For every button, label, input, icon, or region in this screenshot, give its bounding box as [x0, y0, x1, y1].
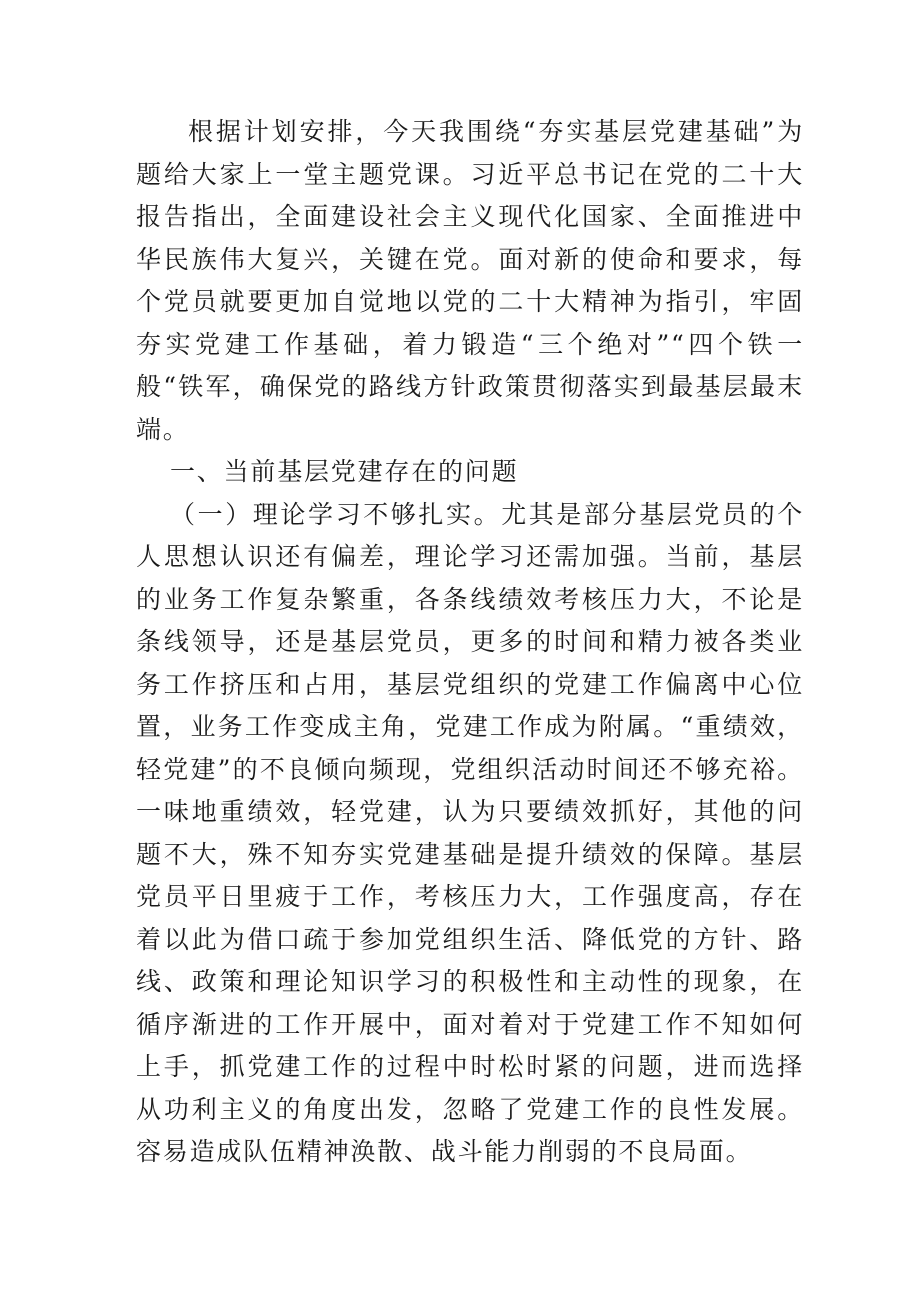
document-body — [136, 111, 804, 1174]
subsection-paragraph: （一）理论学习不够扎实。尤其是部分基层党员的个人思想认识还有偏差，理论学习还需加强。当前，基层的业务工作复杂繁重，各条线绩效考核压力大，不论是条线领导，还是基层党员，更多的时间和精力被各类业务工作挤压和占用，基层党组织的党建工作偏离中心位置，业务工作变成主角，党建工作成为附属。“重绩效，轻党建”的不良倾向频现，党组织活动时间还不够充裕。一味地重绩效，轻党建，认为只要绩效抓好，其他的问题不大，殊不知夯实党建基础是提升绩效的保障。基层党员平日里疲于工作，考核压力大，工作强度高，存在着以此为借口疏于参加党组织生活、降低党的方针、路线、政策和理论知识学习的积极性和主动性的现象，在循序渐进的工作开展中，面对着对于党建工作不知如何上手，抓党建工作的过程中时松时紧的问题，进而选择从功利主义的角度出发，忽略了党建工作的良性发展。容易造成队伍精神涣散、战斗能力削弱的不良局面。 — [136, 499, 804, 1166]
intro-paragraph: 根据计划安排，今天我围绕“夯实基层党建基础”为题给大家上一堂主题党课。习近平总书记在党的二十大报告指出，全面建设社会主义现代化国家、全面推进中华民族伟大复兴，关键在党。面对新的使命和要求，每个党员就要更加自觉地以党的二十大精神为指引，牢固夯实党建工作基础，着力锻造“三个绝对”“四个铁一般“铁军，确保党的路线方针政策贯彻落实到最基层最末端。 — [136, 117, 804, 444]
section-heading: 一、当前基层党建存在的问题 — [170, 457, 519, 486]
